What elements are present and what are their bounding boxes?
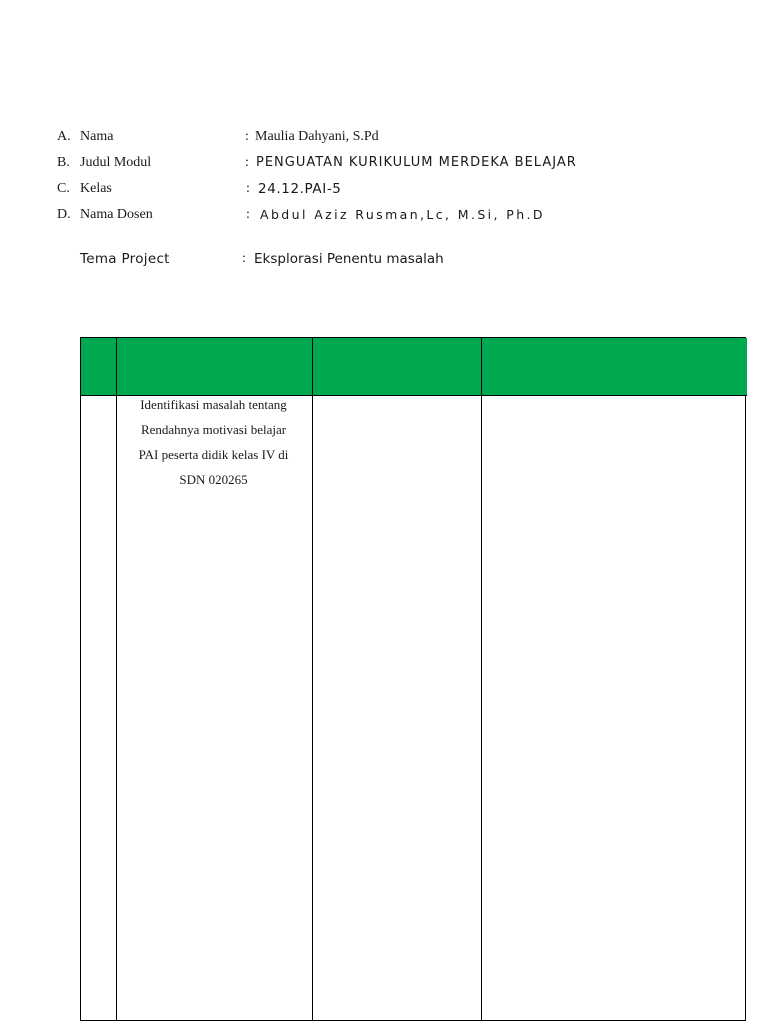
info-letter: A. [57,129,71,144]
table-header-row [81,338,747,396]
cell-line: PAI peserta didik kelas IV di [138,447,289,462]
info-letter: D. [57,207,71,222]
info-row-nama-dosen [0,204,768,226]
info-row-nama [0,126,768,148]
info-label: Nama [80,129,114,144]
info-row-tema-project [0,248,768,270]
info-label: Kelas [80,181,112,196]
table-cell-identifikasi [116,392,311,492]
info-value-nama: Maulia Dahyani, S.Pd [255,129,379,144]
tema-colon: : [242,251,246,266]
info-colon: : [245,129,249,144]
cell-line: Identifikasi masalah tentang [140,397,287,412]
info-letter: B. [57,155,70,170]
info-colon: : [245,155,249,170]
info-value-nama-dosen: Abdul Aziz Rusman,Lc, M.Si, Ph.D [260,207,545,222]
tema-label: Tema Project [80,251,170,267]
info-colon: : [246,207,250,222]
tema-value: Eksplorasi Penentu masalah [254,251,444,267]
info-row-judul-modul [0,152,768,174]
cell-line: Rendahnya motivasi belajar [140,422,287,437]
column-divider [312,338,313,1020]
info-colon: : [246,181,250,196]
column-divider [481,338,482,1020]
info-row-kelas [0,178,768,200]
info-value-judul-modul: PENGUATAN KURIKULUM MERDEKA BELAJAR [256,155,577,170]
info-label: Judul Modul [80,155,152,170]
info-letter: C. [57,181,70,196]
info-value-kelas: 24.12.PAI-5 [258,181,342,197]
info-label: Nama Dosen [80,207,153,222]
cell-line: SDN 020265 [179,472,248,487]
